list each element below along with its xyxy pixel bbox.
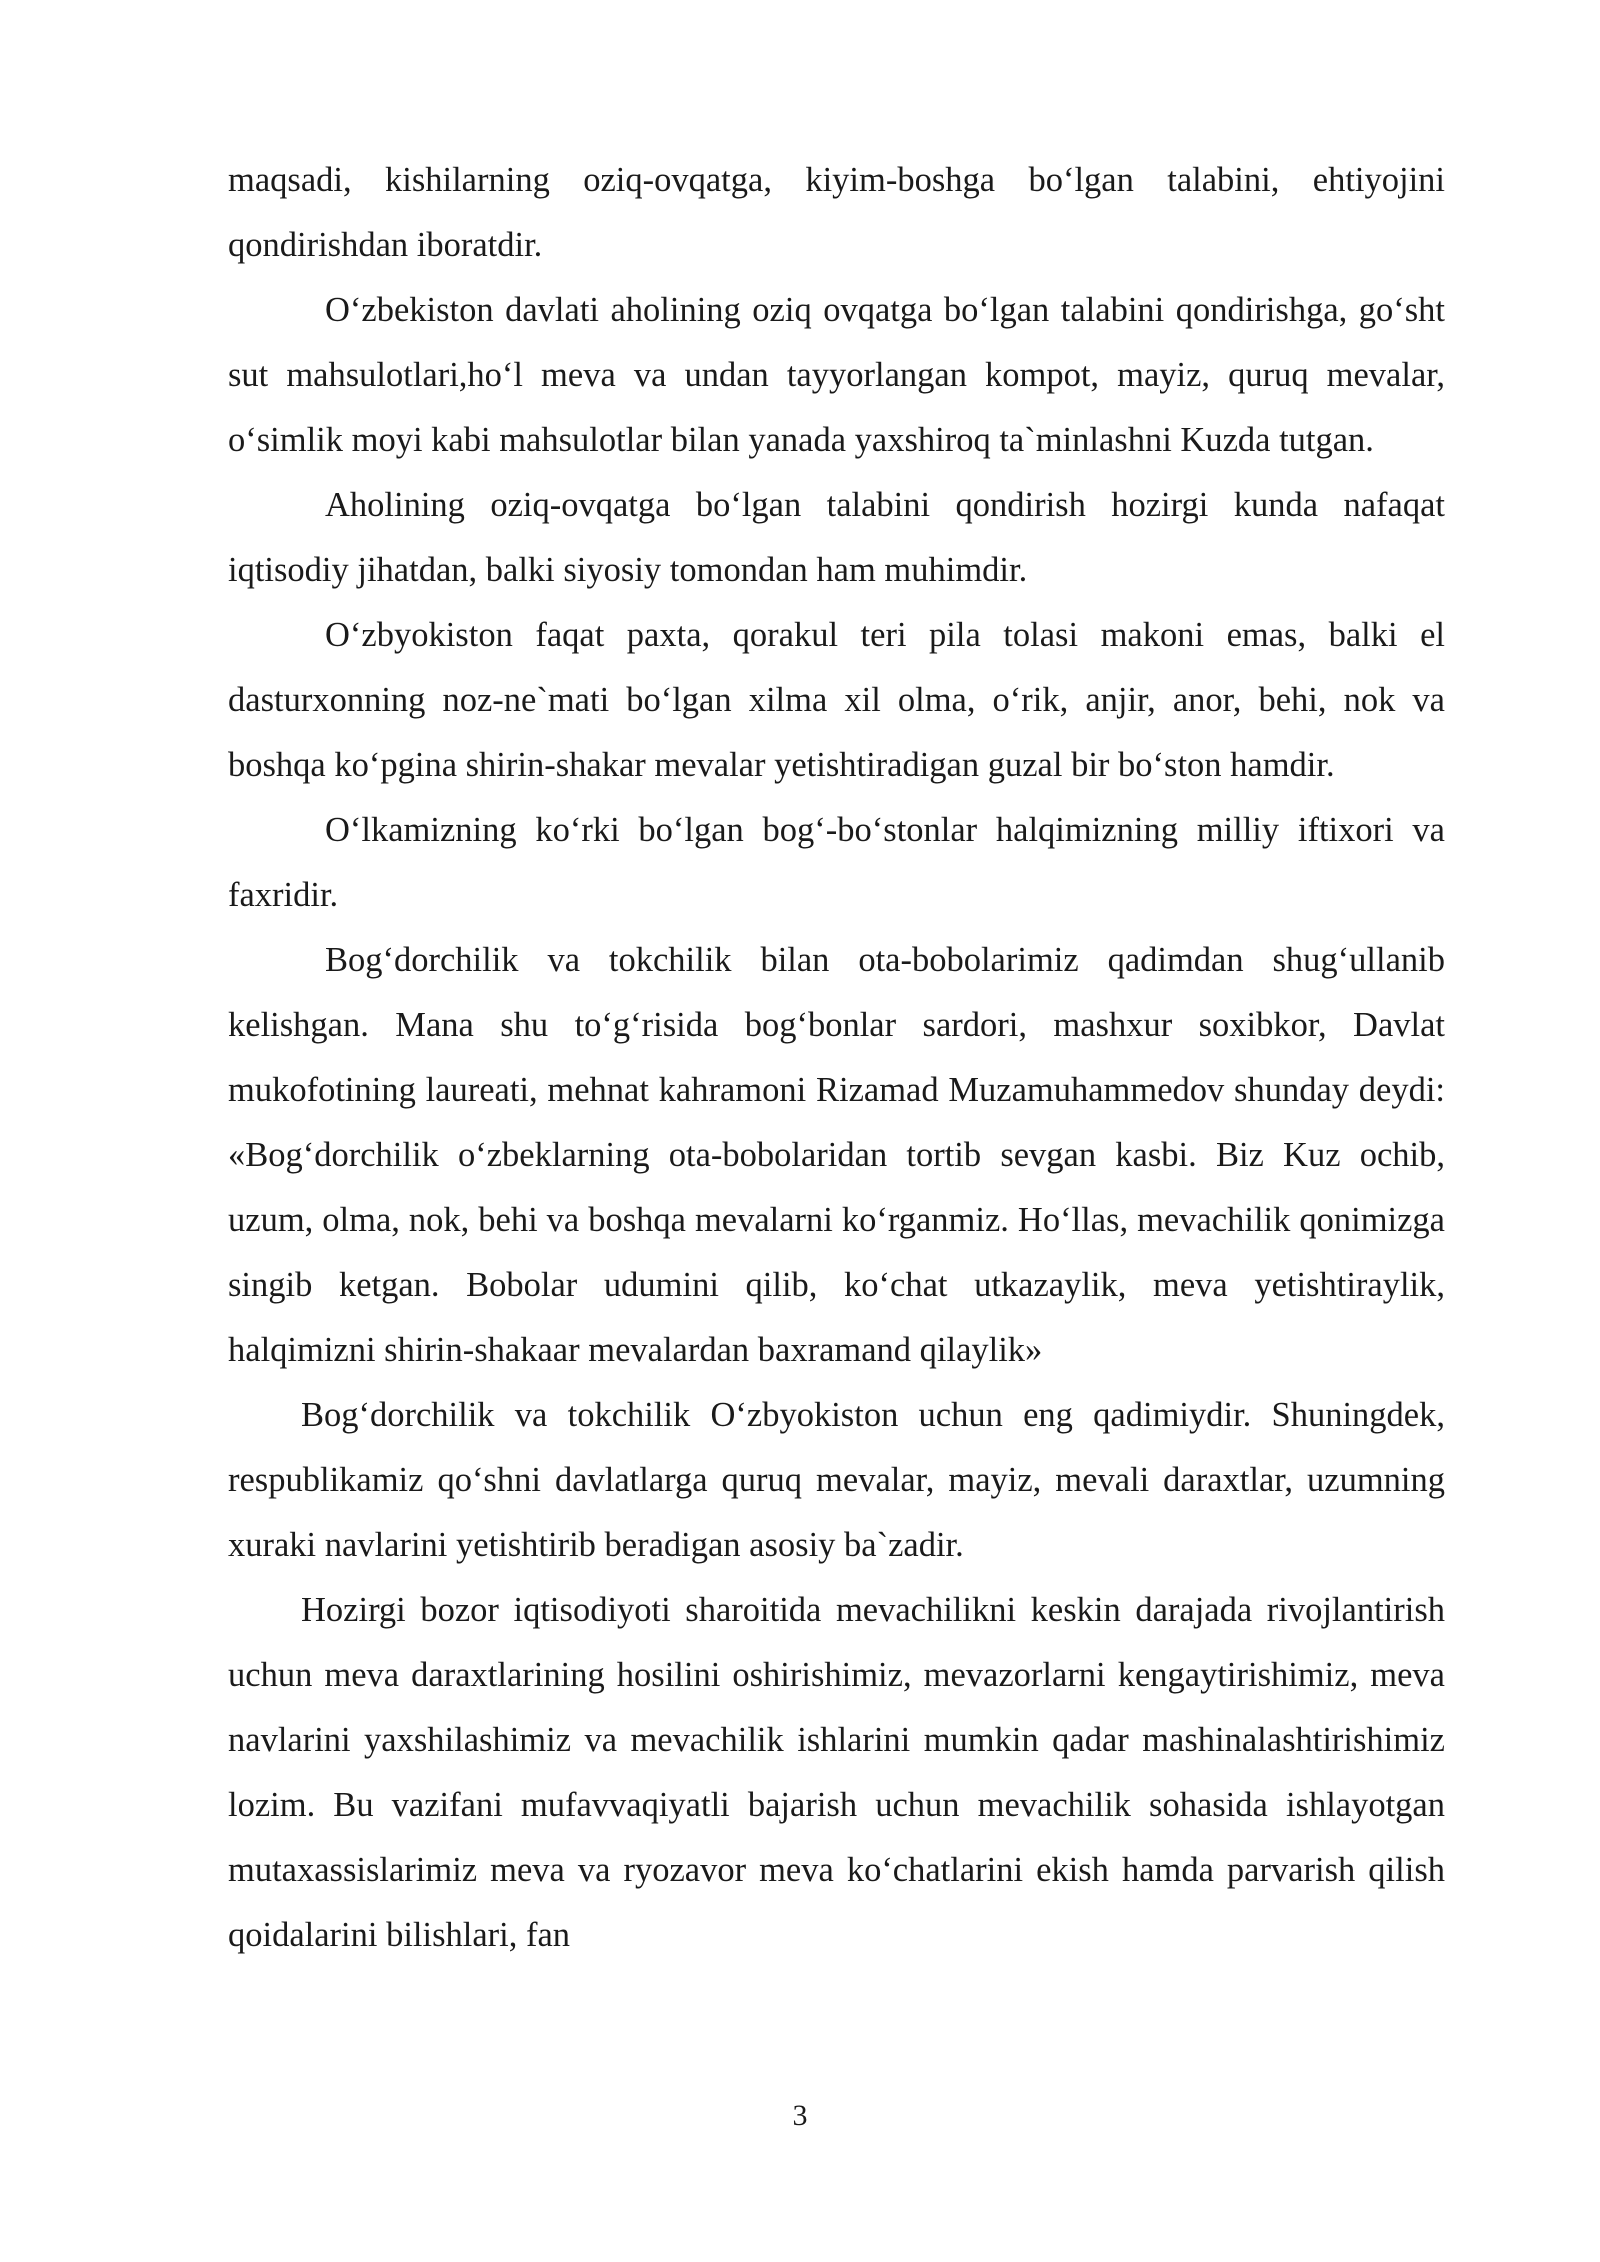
body-text (228, 148, 1445, 1968)
paragraph: Hozirgi bozor iqtisodiyoti sharoitida mevachilikni keskin darajada rivojlantirish uchun meva daraxtlarining hosilini oshirishimiz, mevazorlarni kengaytirishimiz, meva navlarini yaxshilashimiz va mevachilik ishlarini mumkin qadar mashinalashtirishimiz lozim. Bu vazifani mufavvaqiyatli bajarish uchun mevachilik sohasida ishlayotgan mutaxassislarimiz meva va ryozavor meva ko‘chatlarini ekish hamda parvarish qilish qoidalarini bilishlari, fan (228, 1591, 1445, 1954)
paragraph: Bog‘dorchilik va tokchilik O‘zbyokiston uchun eng qadimiydir. Shuningdek, respublikamiz qo‘shni davlatlarga quruq mevalar, mayiz, mevali daraxtlar, uzumning xuraki navlarini yetishtirib beradigan asosiy ba`zadir. (228, 1396, 1445, 1564)
paragraph: O‘lkamizning ko‘rki bo‘lgan bog‘-bo‘stonlar halqimizning milliy iftixori va faxridir. (228, 811, 1445, 914)
paragraph: maqsadi, kishilarning oziq-ovqatga, kiyim-boshga bo‘lgan talabini, ehtiyojini qondirishdan iboratdir. (228, 161, 1445, 264)
paragraph: O‘zbyokiston faqat paxta, qorakul teri pila tolasi makoni emas, balki el dasturxonning noz-ne`mati bo‘lgan xilma xil olma, o‘rik, anjir, anor, behi, nok va boshqa ko‘pgina shirin-shakar mevalar yetishtiradigan guzal bir bo‘ston hamdir. (228, 616, 1445, 784)
page-number: 3 (792, 2099, 808, 2132)
paragraph: Bog‘dorchilik va tokchilik bilan ota-bobolarimiz qadimdan shug‘ullanib kelishgan. Mana shu to‘g‘risida bog‘bonlar sardori, mashxur soxibkor, Davlat mukofotining laureati, mehnat kahramoni Rizamad Muzamuhammedov shunday deydi: «Bog‘dorchilik o‘zbeklarning ota-bobolaridan tortib sevgan kasbi. Biz Kuz ochib, uzum, olma, nok, behi va boshqa mevalarni ko‘rganmiz. Ho‘llas, mevachilik qonimizga singib ketgan. Bobolar udumini qilib, ko‘chat utkazaylik, meva yetishtiraylik, halqimizni shirin-shakaar mevalardan baxramand qilaylik» (228, 941, 1445, 1369)
paragraph: Aholining oziq-ovqatga bo‘lgan talabini qondirish hozirgi kunda nafaqat iqtisodiy jihatdan, balki siyosiy tomondan ham muhimdir. (228, 486, 1445, 589)
paragraph: O‘zbekiston davlati aholining oziq ovqatga bo‘lgan talabini qondirishga, go‘sht sut mahsulotlari,ho‘l meva va undan tayyorlangan kompot, mayiz, quruq mevalar, o‘simlik moyi kabi mahsulotlar bilan yanada yaxshiroq ta`minlashni Kuzda tutgan. (228, 291, 1445, 459)
